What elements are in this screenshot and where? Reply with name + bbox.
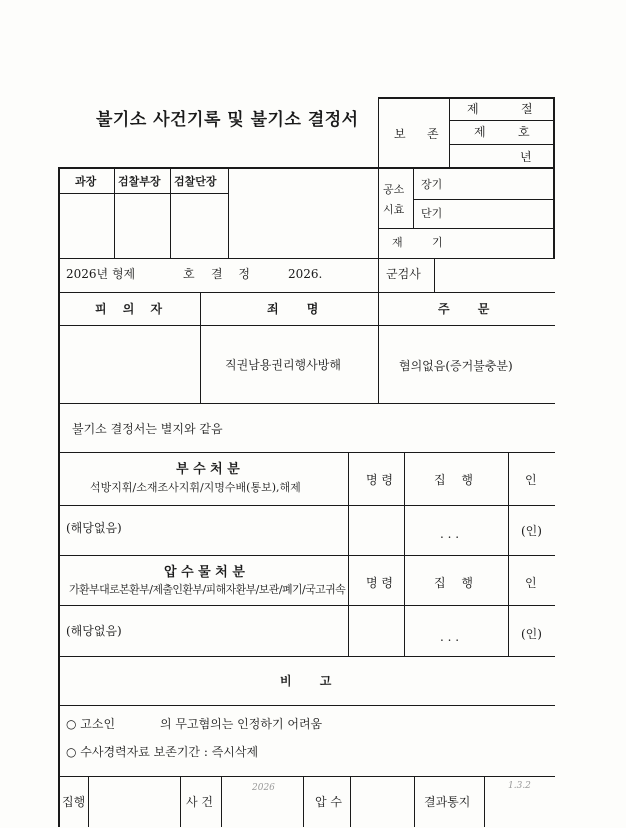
remarks-line-1: 의 무고혐의는 인정하기 어려움 — [160, 717, 323, 731]
rule — [59, 605, 555, 606]
rule — [348, 452, 349, 656]
footer-result-label: 결과통지 — [424, 795, 471, 809]
ancillary-order: 명 령 — [366, 473, 393, 487]
rule — [221, 776, 222, 827]
disposition-header: 주 문 — [438, 302, 502, 316]
rule — [484, 776, 485, 827]
disposition-value: 혐의없음(증거불충분) — [399, 359, 513, 373]
rule — [59, 193, 229, 194]
rule — [59, 705, 555, 706]
suspect-header: 피 의 자 — [95, 302, 169, 316]
footer-seize-label: 압 수 — [315, 795, 342, 809]
rule — [449, 97, 450, 167]
seizure-exec: 집 행 — [434, 576, 479, 590]
footer-case-label: 사 건 — [186, 795, 213, 809]
ancillary-items: 석방지휘/소재조사지휘/지명수배(통보),해제 — [90, 481, 301, 494]
rule — [59, 452, 555, 453]
preservation-label-bo: 보 — [394, 127, 406, 141]
ancillary-seal: 인 — [525, 473, 537, 487]
rule — [59, 403, 555, 404]
preservation-ho: 호 — [518, 125, 530, 139]
rule — [413, 199, 554, 200]
rule — [303, 776, 304, 827]
rule — [350, 776, 351, 827]
preservation-jeol: 절 — [521, 102, 533, 116]
rule — [228, 168, 229, 258]
rule — [378, 258, 379, 292]
prescription-label: 시효 — [383, 203, 405, 216]
rule — [508, 452, 509, 656]
ancillary-seal-paren: (인) — [521, 524, 542, 538]
rule — [434, 258, 435, 292]
prescription-short: 단기 — [421, 207, 443, 220]
rule — [58, 167, 555, 169]
rule — [378, 97, 554, 99]
case-number: 2026년 형제 — [66, 267, 136, 281]
decision-label: 결 정 — [211, 267, 256, 281]
prescription-label: 공소 — [383, 183, 405, 196]
prosecutor-label: 군검사 — [386, 267, 421, 281]
seizure-order: 명 령 — [366, 576, 393, 590]
rule — [59, 292, 555, 293]
remarks-header: 비 고 — [280, 674, 344, 688]
rule — [200, 292, 201, 403]
seizure-seal: 인 — [525, 576, 537, 590]
ancillary-date-dots: . . . — [440, 527, 460, 541]
ancillary-value: (해당없음) — [66, 521, 122, 535]
note-text: 불기소 결정서는 별지와 같음 — [72, 422, 223, 436]
page-title: 불기소 사건기록 및 불기소 결정서 — [96, 110, 359, 130]
preservation-label-jon: 존 — [427, 127, 439, 141]
rule — [170, 168, 171, 258]
footer-exec-label: 집행 — [62, 795, 86, 809]
rule — [378, 292, 379, 403]
preservation-year: 년 — [520, 150, 532, 164]
rule — [553, 97, 555, 258]
approval-division-head: 검찰부장 — [118, 175, 161, 188]
charge-value: 직권남용권리행사방해 — [225, 358, 341, 372]
approval-section-chief: 과장 — [75, 175, 97, 188]
rule — [404, 452, 405, 656]
rule — [59, 555, 555, 556]
rule — [379, 228, 554, 229]
rule — [449, 120, 554, 121]
rule — [59, 656, 555, 657]
rule — [414, 776, 415, 827]
preservation-je: 제 — [467, 102, 479, 116]
stamp-text: 1.3.2 — [508, 781, 531, 791]
rule — [59, 325, 555, 326]
preservation-je: 제 — [474, 125, 486, 139]
rule — [413, 168, 414, 228]
seizure-value: (해당없음) — [66, 624, 122, 638]
rule — [378, 168, 379, 258]
ancillary-exec: 집 행 — [434, 473, 479, 487]
rule — [88, 776, 89, 827]
rule — [59, 505, 555, 506]
rule — [58, 167, 60, 827]
rule — [449, 144, 554, 145]
charge-header: 죄 명 — [267, 302, 331, 316]
remarks-line-1: ○ 고소인 — [66, 717, 116, 731]
decision-date: 2026. — [288, 267, 323, 281]
approval-director: 검찰단장 — [174, 175, 217, 188]
rule — [59, 258, 555, 259]
seizure-date-dots: . . . — [440, 630, 460, 644]
stamp-text: 2026 — [252, 783, 275, 793]
rule — [180, 776, 181, 827]
seizure-title: 압 수 물 처 분 — [164, 565, 245, 580]
seizure-seal-paren: (인) — [521, 627, 542, 641]
prescription-long: 장기 — [421, 178, 443, 191]
represcription-label: 재 — [392, 236, 403, 249]
rule — [59, 776, 555, 777]
rule — [378, 97, 379, 167]
seizure-items: 가환부대로본환부/제출인환부/피해자환부/보관/폐기/국고귀속 — [69, 583, 346, 596]
represcription-label: 기 — [432, 236, 443, 249]
remarks-line-2: ○ 수사경력자료 보존기간 : 즉시삭제 — [66, 745, 259, 759]
ancillary-title: 부 수 처 분 — [176, 462, 240, 477]
rule — [114, 168, 115, 258]
case-ho: 호 — [183, 267, 195, 281]
